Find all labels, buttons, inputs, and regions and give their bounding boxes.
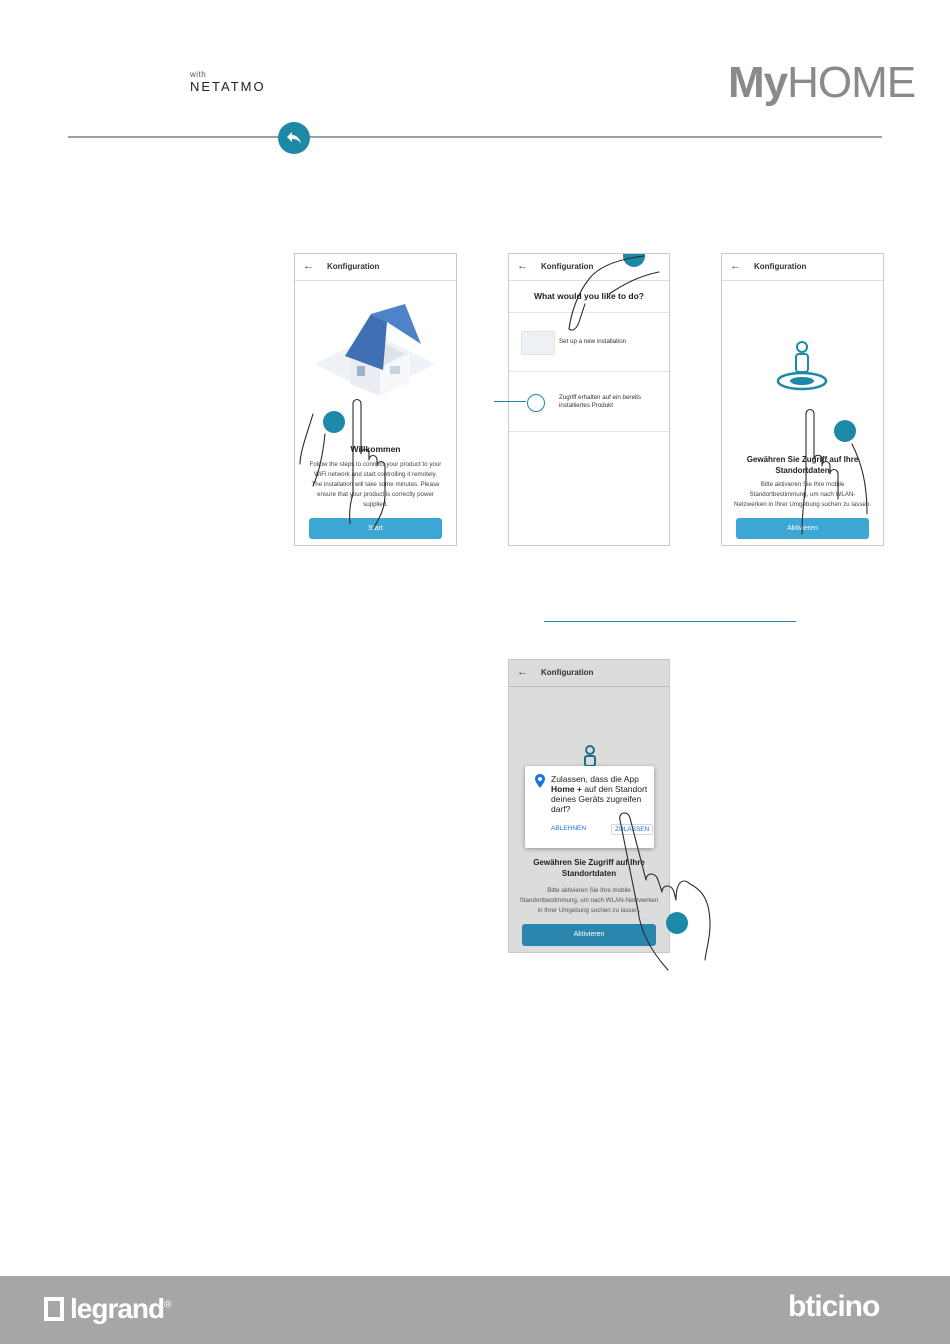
app-bar — [722, 254, 883, 281]
back-arrow-icon — [285, 129, 303, 147]
back-arrow-icon[interactable]: ← — [517, 260, 528, 272]
divider — [509, 431, 669, 432]
screen-title: Konfiguration — [541, 668, 594, 677]
pointing-hand-illustration — [782, 404, 883, 544]
back-arrow-icon[interactable]: ← — [517, 666, 528, 678]
option-existing-product[interactable] — [509, 372, 669, 430]
bticino-logo: bticino — [788, 1290, 880, 1323]
back-button[interactable] — [278, 122, 310, 154]
location-person-icon — [774, 339, 830, 395]
location-heading: Gewähren Sie Zugriff auf Ihre Standortdaten — [533, 858, 645, 878]
location-person-icon — [581, 745, 599, 767]
deny-button[interactable]: ABLEHNEN — [551, 825, 587, 832]
netatmo-logo: NETATMO — [190, 79, 266, 94]
location-heading: Gewähren Sie Zugriff auf Ihre Standortdaten — [746, 455, 859, 475]
screen-title: Konfiguration — [327, 262, 380, 271]
link-underline — [544, 621, 796, 622]
welcome-text: Follow the steps to connect your product to your WiFi network and start controlling it remotely. The installation will take some minutes. Please ensure that your product is correctly power supplied. — [309, 461, 442, 508]
option-label: Zugriff erhalten auf ein bereits installiertes Produkt — [559, 394, 642, 409]
choose-heading: What would you like to do? — [533, 291, 645, 301]
back-arrow-icon[interactable]: ← — [303, 260, 314, 272]
location-text: Bitte aktivieren Sie Ihre mobile Standortbestimmung, um nach WLAN-Netzwerken in Ihrer Umgebung suchen zu lassen. — [519, 887, 659, 914]
phone-screen-choose — [508, 253, 670, 546]
legrand-logo-mark — [44, 1297, 64, 1321]
pointing-hand-illustration — [295, 394, 456, 544]
phone-screen-welcome — [294, 253, 457, 546]
add-user-icon — [527, 394, 545, 412]
myhome-logo: MyHOME — [728, 58, 916, 107]
location-text: Bitte aktivieren Sie Ihre mobile Standortbestimmung, um nach WLAN-Netzwerken in Ihrer Umgebung suchen zu lassen. — [734, 481, 871, 508]
header-divider — [68, 136, 882, 138]
welcome-heading: Willkommen — [350, 444, 401, 454]
activate-button[interactable]: Aktivieren — [736, 518, 869, 539]
app-bar — [509, 660, 669, 687]
app-bar — [295, 254, 456, 281]
map-pin-icon — [535, 774, 545, 788]
pointing-hand-illustration — [610, 800, 720, 975]
back-arrow-icon[interactable]: ← — [730, 260, 741, 272]
start-button[interactable]: Start — [309, 518, 442, 539]
screen-title: Konfiguration — [754, 262, 807, 271]
house-illustration — [305, 284, 445, 404]
phone-screen-location — [721, 253, 884, 546]
screen-title: Konfiguration — [541, 262, 594, 271]
activate-button[interactable]: Aktivieren — [522, 924, 656, 946]
option-label: Set up a new installation — [559, 338, 627, 345]
allow-button[interactable]: ZULASSEN — [611, 824, 653, 835]
legrand-logo: legrand® — [70, 1293, 171, 1324]
pointing-hand-illustration — [549, 254, 669, 344]
callout-line — [494, 401, 526, 402]
with-label: with — [190, 70, 207, 79]
dialog-message: Zulassen, dass die App Home + auf den Standort deines Geräts zugreifen darf? — [551, 774, 648, 814]
